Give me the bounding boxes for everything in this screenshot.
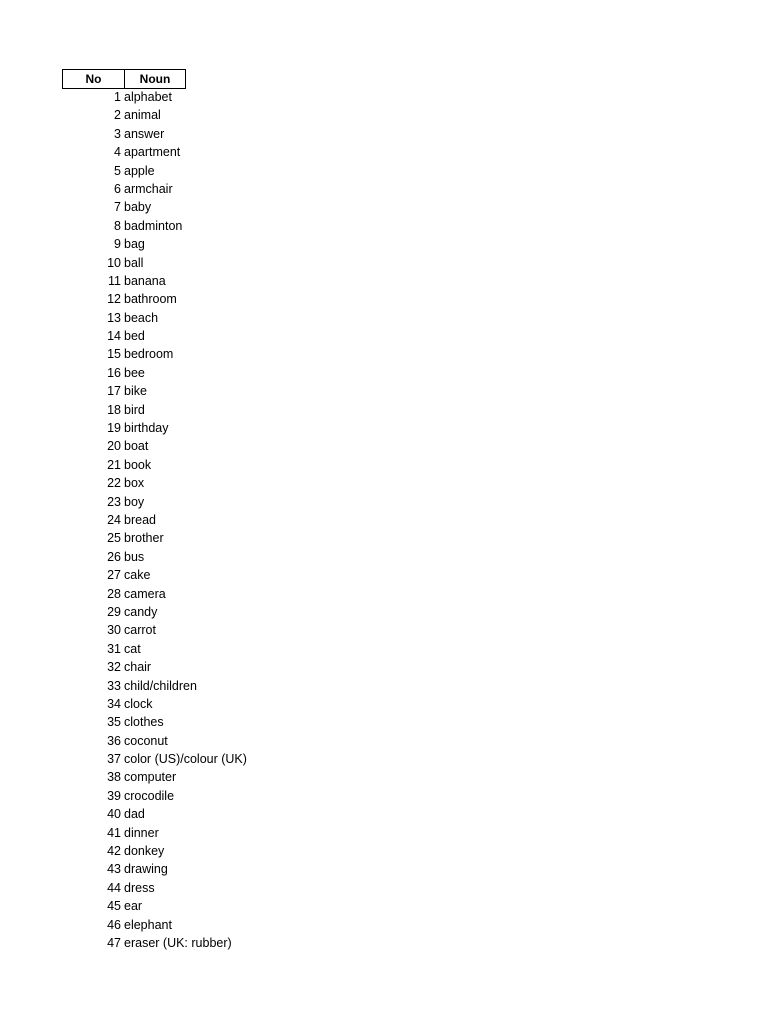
table-row [62,732,362,750]
row-number: 45 [107,899,121,914]
table-row [62,364,362,382]
row-number: 9 [114,237,121,252]
row-number: 46 [107,917,121,932]
row-noun: baby [124,200,152,215]
row-number: 33 [107,678,121,693]
table-row [62,897,362,915]
row-noun: donkey [124,844,165,859]
table-row [62,640,362,658]
row-number: 2 [114,108,121,123]
table-row [62,419,362,437]
table-row [62,309,362,327]
row-noun: birthday [124,421,169,436]
table-row [62,327,362,345]
table-row [62,787,362,805]
row-number: 25 [107,531,121,546]
table-row [62,437,362,455]
row-noun: bag [124,237,145,252]
row-noun: box [124,476,145,491]
table-row [62,695,362,713]
row-number: 20 [107,439,121,454]
row-number: 6 [114,181,121,196]
table-row [62,345,362,363]
table-header [62,69,186,89]
table-row [62,143,362,161]
table-row [62,217,362,235]
table-row [62,401,362,419]
row-noun: candy [124,604,158,619]
table-row [62,805,362,823]
table-row [62,585,362,603]
table-row [62,290,362,308]
row-noun: eraser (UK: rubber) [124,935,232,950]
row-noun: bike [124,384,147,399]
row-noun: boat [124,439,149,454]
row-number: 23 [107,494,121,509]
row-noun: bathroom [124,292,177,307]
row-number: 39 [107,788,121,803]
row-noun: dress [124,880,155,895]
row-noun: cat [124,641,141,656]
row-number: 27 [107,568,121,583]
row-number: 40 [107,807,121,822]
row-number: 38 [107,770,121,785]
row-number: 32 [107,660,121,675]
row-noun: book [124,457,152,472]
row-number: 13 [107,310,121,325]
row-number: 16 [107,365,121,380]
row-noun: armchair [124,181,173,196]
row-noun: ball [124,255,144,270]
row-number: 14 [107,329,121,344]
table-row [62,621,362,639]
table-row [62,713,362,731]
table-row [62,254,362,272]
noun-list [62,88,362,952]
header-noun: Noun [139,72,171,86]
table-row [62,824,362,842]
table-row [62,382,362,400]
table-row [62,916,362,934]
row-number: 41 [107,825,121,840]
table-row [62,529,362,547]
table-row [62,235,362,253]
row-noun: elephant [124,917,172,932]
row-noun: dinner [124,825,159,840]
row-number: 1 [114,90,121,104]
row-number: 7 [114,200,121,215]
row-number: 18 [107,402,121,417]
row-number: 4 [114,145,121,160]
table-row [62,493,362,511]
row-noun: alphabet [124,90,172,104]
table-row [62,879,362,897]
row-noun: drawing [124,862,168,877]
table-row [62,934,362,952]
table-row [62,106,362,124]
row-number: 43 [107,862,121,877]
row-noun: apartment [124,145,181,160]
row-number: 37 [107,752,121,767]
row-noun: apple [124,163,155,178]
row-noun: carrot [124,623,156,638]
row-number: 5 [114,163,121,178]
table-row [62,456,362,474]
header-no: No [63,70,125,88]
row-noun: ear [124,899,143,914]
row-number: 8 [114,218,121,233]
table-row [62,842,362,860]
table-row [62,272,362,290]
row-number: 11 [108,273,121,288]
row-noun: bird [124,402,145,417]
row-noun: crocodile [124,788,175,803]
row-noun: bread [124,512,156,527]
row-number: 29 [107,604,121,619]
table-row [62,768,362,786]
row-noun: camera [124,586,166,601]
row-number: 31 [107,641,121,656]
row-number: 36 [107,733,121,748]
row-number: 34 [107,696,121,711]
row-noun: bed [124,329,145,344]
row-noun: brother [124,531,164,546]
table-row [62,162,362,180]
table-row [62,474,362,492]
row-noun: child/children [124,678,197,693]
table-row [62,677,362,695]
row-number: 21 [107,457,121,472]
row-number: 35 [107,715,121,730]
table-row [62,548,362,566]
table-row [62,180,362,198]
row-noun: badminton [124,218,183,233]
row-noun: bee [124,365,145,380]
table-row [62,860,362,878]
row-noun: coconut [124,733,168,748]
table-row [62,88,362,106]
row-noun: boy [124,494,145,509]
row-noun: clock [124,696,153,711]
row-number: 26 [107,549,121,564]
row-number: 44 [107,880,121,895]
table-row [62,125,362,143]
row-number: 28 [107,586,121,601]
row-number: 3 [114,126,121,141]
row-number: 42 [107,844,121,859]
table-row [62,658,362,676]
row-noun: clothes [124,715,164,730]
table-row [62,511,362,529]
row-number: 17 [107,384,121,399]
row-noun: computer [124,770,177,785]
row-noun: banana [124,273,166,288]
table-row [62,750,362,768]
table-row [62,603,362,621]
row-noun: bus [124,549,145,564]
row-number: 22 [107,476,121,491]
row-noun: bedroom [124,347,174,362]
row-number: 30 [107,623,121,638]
row-noun: dad [124,807,145,822]
table-row [62,566,362,584]
row-noun: beach [124,310,159,325]
row-number: 19 [107,421,121,436]
row-noun: answer [124,126,165,141]
row-number: 47 [107,935,121,950]
row-noun: animal [124,108,161,123]
row-noun: color (US)/colour (UK) [124,752,247,767]
row-number: 24 [107,512,121,527]
row-number: 15 [107,347,121,362]
row-noun: chair [124,660,152,675]
table-row [62,198,362,216]
row-noun: cake [124,568,151,583]
row-number: 12 [107,292,121,307]
row-number: 10 [107,255,121,270]
